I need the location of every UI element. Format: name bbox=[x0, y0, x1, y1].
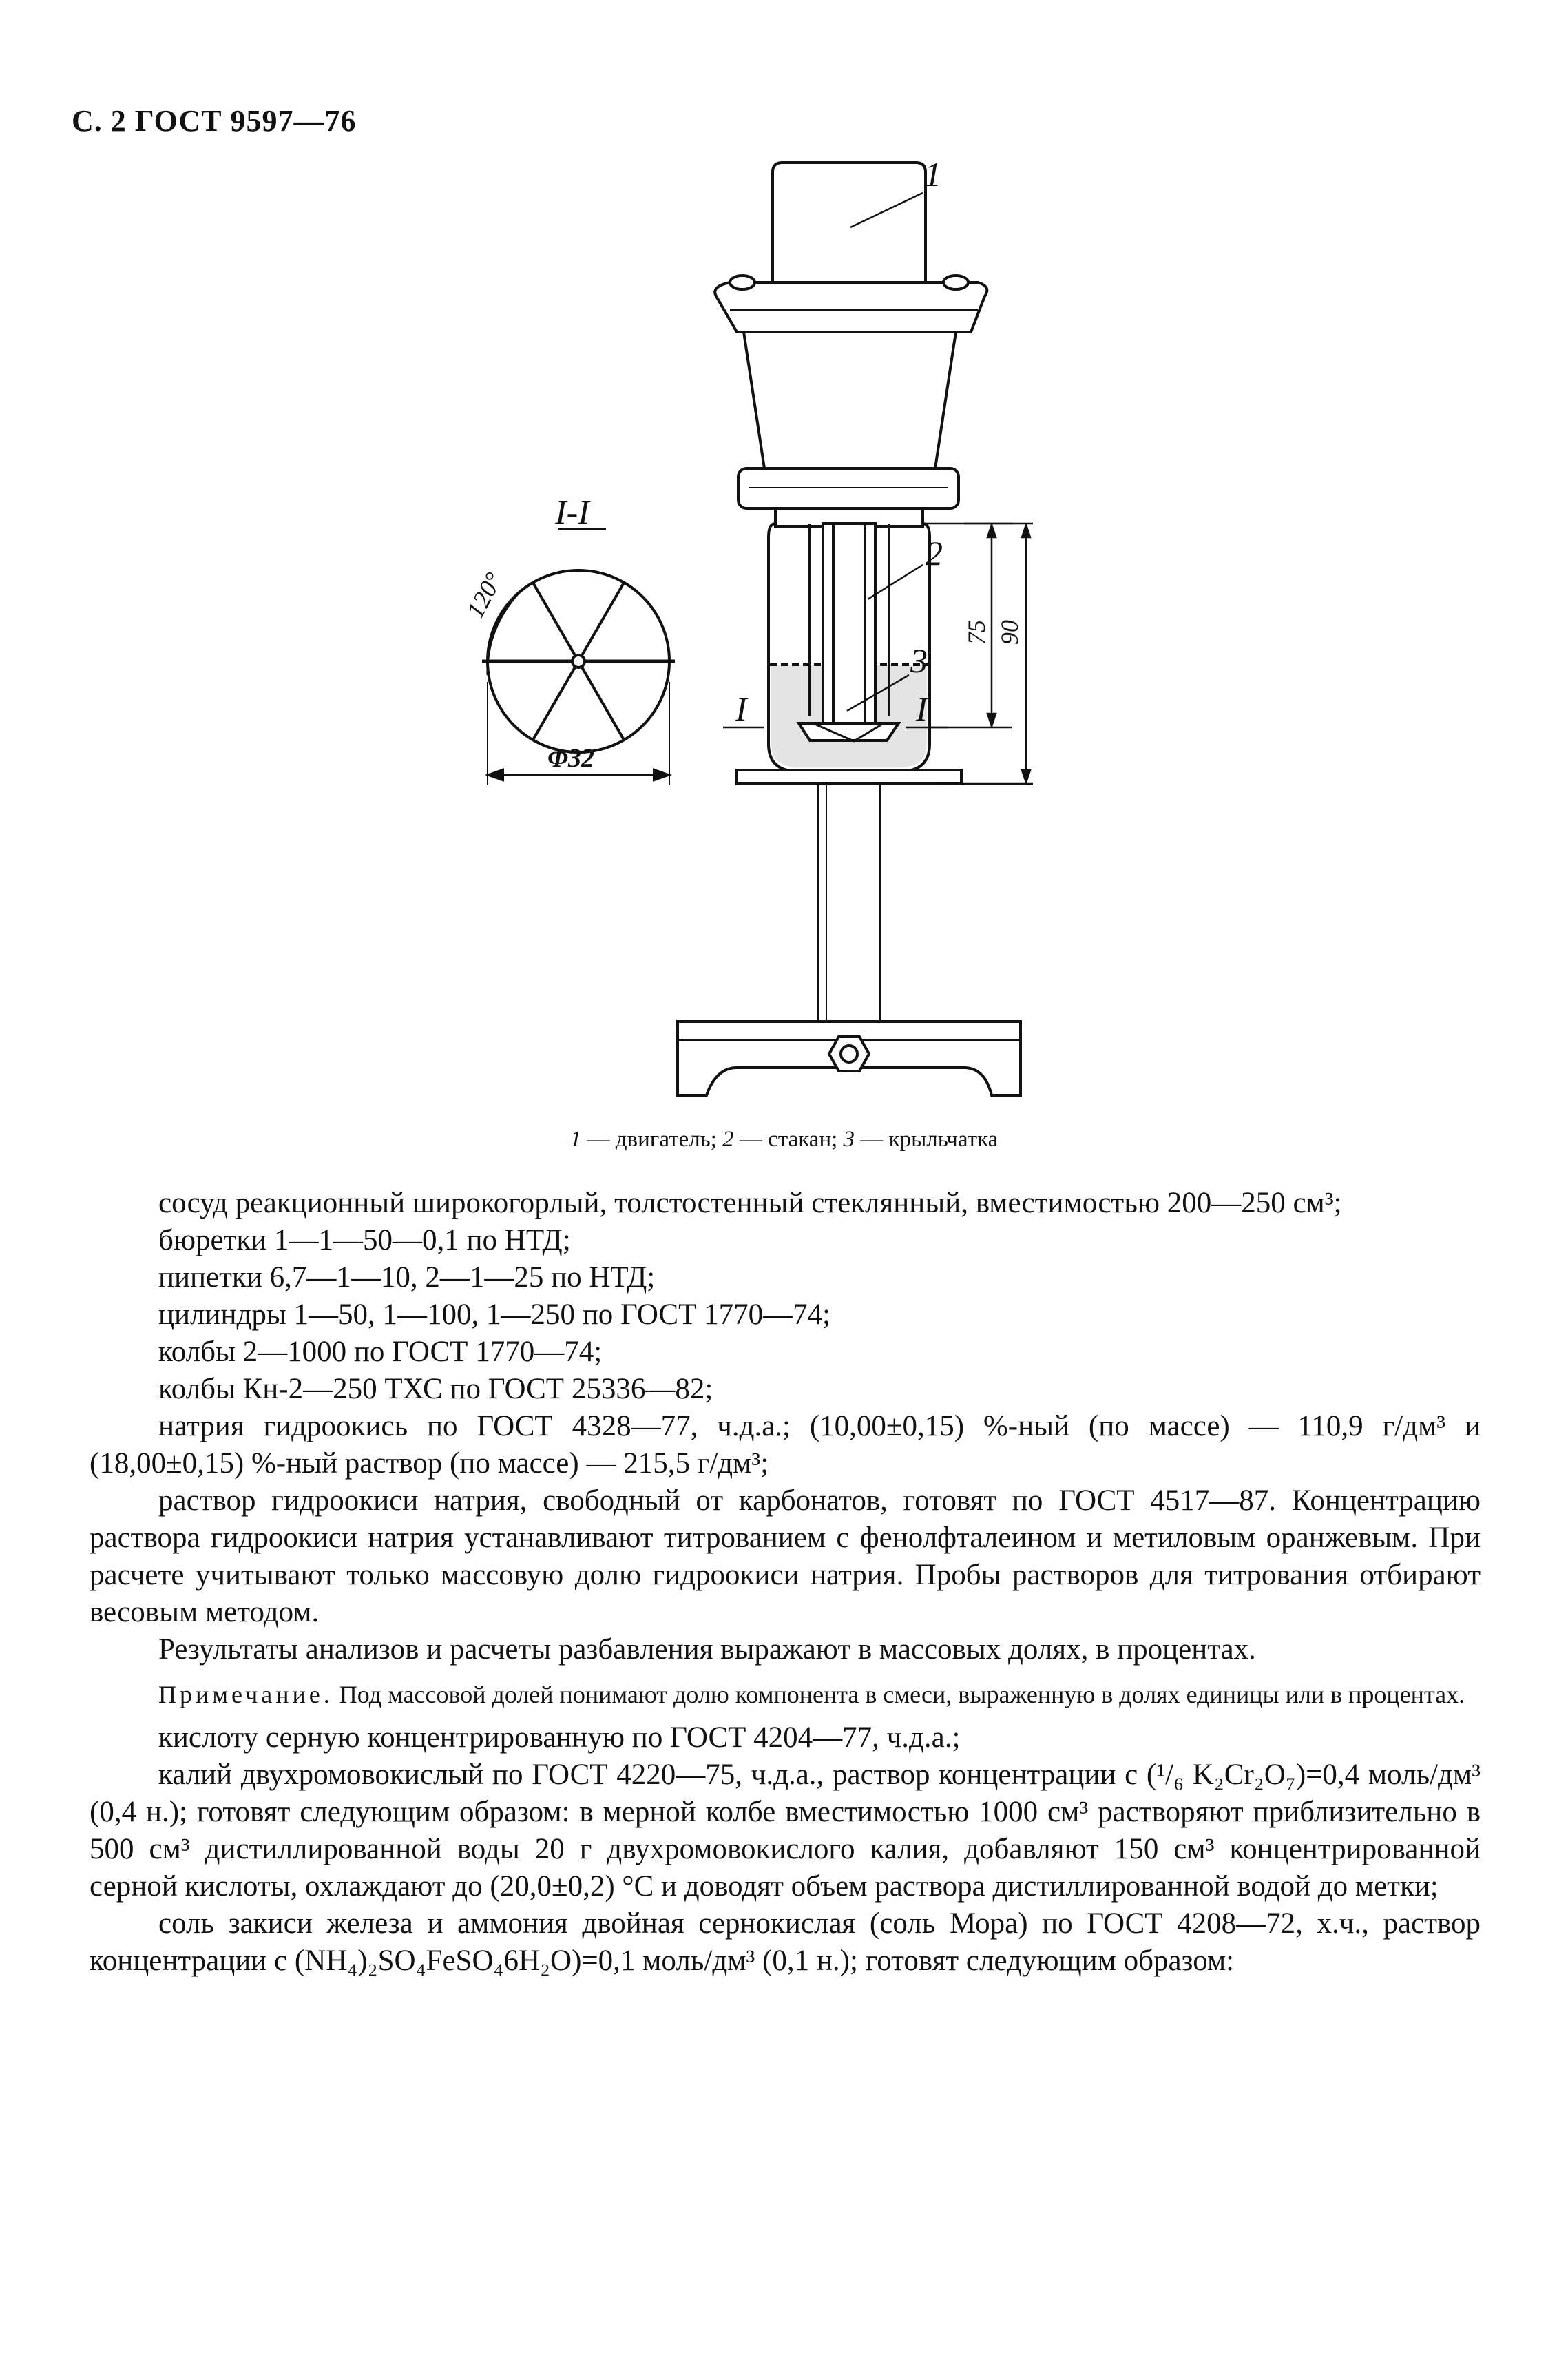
para-sodium-hydroxide: натрия гидроокись по ГОСТ 4328—77, ч.д.а.; (10,00±0,15) %-ный (по массе) — 110,9 г/дм³ и (18,00±0,15) %-ный раствор (по массе) — 215,5 г/дм³; bbox=[90, 1410, 1481, 1480]
para-flasks-2: колбы Кн-2—250 ТХС по ГОСТ 25336—82; bbox=[158, 1373, 713, 1405]
caption-num-2: 2 bbox=[722, 1127, 734, 1152]
para-mohr-salt: соль закиси железа и аммония двойная сернокислая (соль Мора) по ГОСТ 4208—72, х.ч., раствор концентрации с (NH₄)₂SO₄FeSO₄6H₂O)=0,1 моль/дм³ (0,1 н.); готовят следующим образом: bbox=[90, 1907, 1481, 1977]
diameter-label: Φ32 bbox=[547, 744, 594, 773]
page-header: С. 2 ГОСТ 9597—76 bbox=[72, 104, 357, 138]
para-pipettes: пипетки 6,7—1—10, 2—1—25 по НТД; bbox=[158, 1261, 656, 1294]
section-mark-right: I bbox=[916, 690, 928, 728]
label-1: 1 bbox=[924, 155, 941, 194]
stand-drawing bbox=[678, 784, 1021, 1095]
label-2: 2 bbox=[926, 534, 943, 572]
label-3: 3 bbox=[910, 641, 928, 680]
para-solution: раствор гидроокиси натрия, свободный от карбонатов, готовят по ГОСТ 4517—87. Концентрацию раствора гидроокиси натрия устанавливают титрованием с фенолфталеином и метиловым оранжевым. При расчете учитывают только массовую долю гидроокиси натрия. Пробы растворов для титрования отбирают весовым методом. bbox=[90, 1484, 1481, 1628]
caption-text-2: — стакан; bbox=[733, 1127, 844, 1152]
para-results: Результаты анализов и расчеты разбавления выражают в массовых долях, в процентах. bbox=[158, 1633, 1256, 1666]
angle-label: 120° bbox=[461, 568, 508, 623]
figure-caption bbox=[0, 1127, 1568, 1152]
motor-drawing bbox=[715, 163, 987, 508]
para-cylinders: цилиндры 1—50, 1—100, 1—250 по ГОСТ 1770—74; bbox=[158, 1298, 831, 1331]
note bbox=[90, 1679, 1481, 1710]
caption-num-3: 3 bbox=[843, 1127, 855, 1152]
apparatus-figure bbox=[441, 152, 1102, 1143]
caption-text-3: — крыльчатка bbox=[855, 1127, 999, 1152]
note-text: Под массовой долей понимают долю компонента в смеси, выраженную в долях единицы или в процентах. bbox=[333, 1681, 1465, 1708]
dim-75-label: 75 bbox=[963, 620, 990, 645]
para-burettes: бюретки 1—1—50—0,1 по НТД; bbox=[158, 1224, 571, 1256]
para-potassium-dichromate: калий двухромовокислый по ГОСТ 4220—75, ч.д.а., раствор концентрации с (¹/₆ K₂Cr₂O₇)=0,4 моль/дм³ (0,4 н.); готовят следующим образом: в мерной колбе вместимостью 1000 см³ растворяют приблизительно в 500 см³ дистиллированной воды 20 г двухромовокислого калия, добавляют 150 см³ концентрированной серной кислоты, охлаждают до (20,0±0,2) °С и доводят объем раствора дистиллированной водой до метки; bbox=[90, 1759, 1481, 1903]
para-vessel: сосуд реакционный широкогорлый, толстостенный стеклянный, вместимостью 200—250 см³; bbox=[158, 1187, 1342, 1219]
dim-90-label: 90 bbox=[996, 620, 1023, 645]
para-flasks-1: колбы 2—1000 по ГОСТ 1770—74; bbox=[158, 1336, 603, 1368]
body-text bbox=[90, 1185, 1481, 1980]
note-label: Примечание. bbox=[158, 1681, 333, 1708]
para-sulfuric-acid: кислоту серную концентрированную по ГОСТ 4204—77, ч.д.а.; bbox=[158, 1721, 961, 1754]
section-mark-left: I bbox=[735, 690, 747, 728]
section-title: I-I bbox=[555, 493, 589, 531]
caption-text-1: — двигатель; bbox=[581, 1127, 723, 1152]
caption-num-1: 1 bbox=[569, 1127, 582, 1152]
